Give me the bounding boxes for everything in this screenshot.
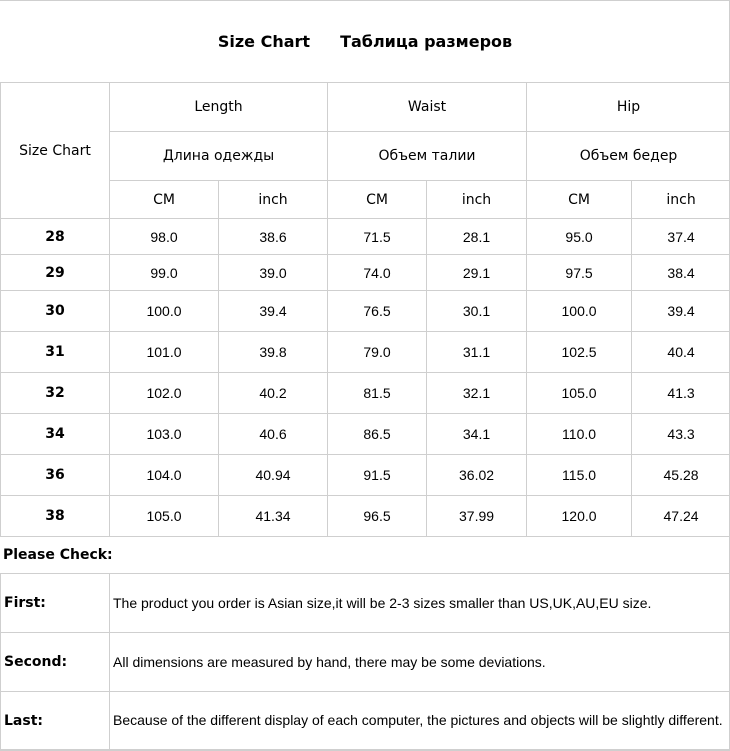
note-label: First: <box>1 574 110 633</box>
value-cell: 30.1 <box>427 291 527 332</box>
size-cell: 38 <box>1 496 110 537</box>
size-cell: 29 <box>1 255 110 291</box>
value-cell: 41.34 <box>219 496 328 537</box>
value-cell: 102.0 <box>110 373 219 414</box>
value-cell: 74.0 <box>328 255 427 291</box>
size-cell: 28 <box>1 219 110 255</box>
note-row <box>1 574 730 633</box>
note-text: The product you order is Asian size,it will be 2-3 sizes smaller than US,UK,AU,EU size. <box>110 574 730 633</box>
value-cell: 38.6 <box>219 219 328 255</box>
value-cell: 31.1 <box>427 332 527 373</box>
value-cell: 37.99 <box>427 496 527 537</box>
value-cell: 38.4 <box>632 255 730 291</box>
value-cell: 102.5 <box>527 332 632 373</box>
unit-header: CM <box>527 181 632 219</box>
value-cell: 36.02 <box>427 455 527 496</box>
value-cell: 97.5 <box>527 255 632 291</box>
value-cell: 115.0 <box>527 455 632 496</box>
table-row <box>1 455 730 496</box>
value-cell: 32.1 <box>427 373 527 414</box>
value-cell: 105.0 <box>527 373 632 414</box>
value-cell: 110.0 <box>527 414 632 455</box>
hip-header: Hip <box>527 83 730 132</box>
value-cell: 96.5 <box>328 496 427 537</box>
size-chart-label: Size Chart <box>1 83 110 219</box>
note-text: All dimensions are measured by hand, there may be some deviations. <box>110 633 730 692</box>
value-cell: 81.5 <box>328 373 427 414</box>
please-check-heading: Please Check: <box>3 537 113 573</box>
table-row <box>1 414 730 455</box>
value-cell: 34.1 <box>427 414 527 455</box>
value-cell: 100.0 <box>110 291 219 332</box>
value-cell: 100.0 <box>527 291 632 332</box>
value-cell: 29.1 <box>427 255 527 291</box>
value-cell: 95.0 <box>527 219 632 255</box>
size-cell: 34 <box>1 414 110 455</box>
value-cell: 120.0 <box>527 496 632 537</box>
hip-header-ru: Объем бедер <box>527 132 730 181</box>
table-row <box>1 332 730 373</box>
value-cell: 41.3 <box>632 373 730 414</box>
value-cell: 28.1 <box>427 219 527 255</box>
value-cell: 105.0 <box>110 496 219 537</box>
value-cell: 86.5 <box>328 414 427 455</box>
unit-header: CM <box>110 181 219 219</box>
value-cell: 40.2 <box>219 373 328 414</box>
table-row <box>1 219 730 255</box>
size-cell: 31 <box>1 332 110 373</box>
value-cell: 43.3 <box>632 414 730 455</box>
value-cell: 37.4 <box>632 219 730 255</box>
value-cell: 104.0 <box>110 455 219 496</box>
note-label: Second: <box>1 633 110 692</box>
value-cell: 40.94 <box>219 455 328 496</box>
unit-header: CM <box>328 181 427 219</box>
table-row <box>1 373 730 414</box>
value-cell: 40.6 <box>219 414 328 455</box>
size-cell: 30 <box>1 291 110 332</box>
note-text: Because of the different display of each computer, the pictures and objects will be slightly different. <box>110 692 730 750</box>
value-cell: 39.4 <box>632 291 730 332</box>
length-header: Length <box>110 83 328 132</box>
value-cell: 71.5 <box>328 219 427 255</box>
size-chart-table <box>0 82 730 537</box>
unit-header: inch <box>219 181 328 219</box>
value-cell: 45.28 <box>632 455 730 496</box>
value-cell: 76.5 <box>328 291 427 332</box>
title-english: Size Chart <box>218 32 310 51</box>
length-header-ru: Длина одежды <box>110 132 328 181</box>
note-row <box>1 633 730 692</box>
value-cell: 39.0 <box>219 255 328 291</box>
note-label: Last: <box>1 692 110 750</box>
unit-header: inch <box>632 181 730 219</box>
waist-header: Waist <box>328 83 527 132</box>
table-row <box>1 291 730 332</box>
value-cell: 99.0 <box>110 255 219 291</box>
value-cell: 79.0 <box>328 332 427 373</box>
title-russian: Таблица размеров <box>340 32 512 51</box>
waist-header-ru: Объем талии <box>328 132 527 181</box>
value-cell: 101.0 <box>110 332 219 373</box>
value-cell: 103.0 <box>110 414 219 455</box>
size-cell: 32 <box>1 373 110 414</box>
value-cell: 40.4 <box>632 332 730 373</box>
value-cell: 39.4 <box>219 291 328 332</box>
table-row <box>1 496 730 537</box>
unit-header: inch <box>427 181 527 219</box>
value-cell: 47.24 <box>632 496 730 537</box>
note-row <box>1 692 730 750</box>
page-title <box>0 0 730 82</box>
table-row <box>1 255 730 291</box>
value-cell: 39.8 <box>219 332 328 373</box>
size-cell: 36 <box>1 455 110 496</box>
notes-table <box>0 573 730 750</box>
value-cell: 98.0 <box>110 219 219 255</box>
value-cell: 91.5 <box>328 455 427 496</box>
